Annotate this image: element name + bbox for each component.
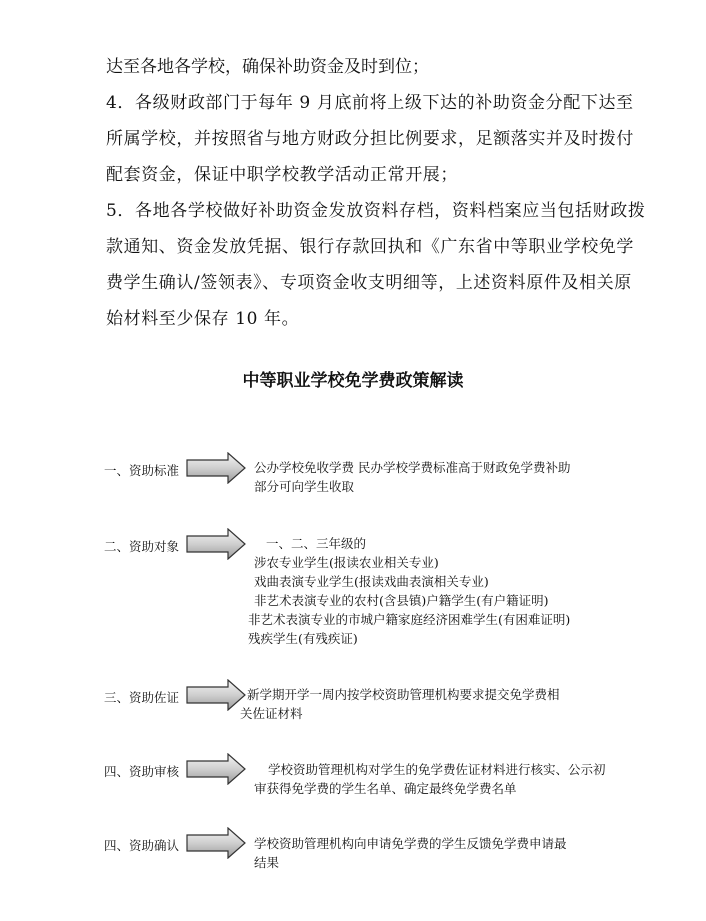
flow-label-target: 二、资助对象	[104, 539, 180, 554]
flow-line: 结果	[254, 855, 280, 870]
paragraph-line: 所属学校，并按照省与地方财政分担比例要求，足额落实并及时拨付	[106, 129, 634, 149]
flow-label-confirm: 四、资助确认	[104, 838, 180, 853]
flow-line: 部分可向学生收取	[254, 479, 355, 494]
paragraph-line: 配套资金，保证中职学校教学活动正常开展；	[106, 165, 458, 185]
paragraph-line: 4．各级财政部门于每年 9 月底前将上级下达的补助资金分配下达至	[106, 93, 634, 113]
right-arrow-icon	[186, 827, 246, 859]
flow-label-review: 四、资助审核	[104, 764, 180, 779]
flow-line: 审获得免学费的学生名单、确定最终免学费名单	[254, 781, 517, 796]
flow-text-evidence	[240, 685, 560, 723]
paragraph-4	[106, 85, 634, 193]
right-arrow-icon	[186, 753, 246, 785]
flow-text-standard	[254, 458, 570, 496]
flow-line: 公办学校免收学费 民办学校学费标准高于财政免学费补助	[254, 460, 571, 475]
flow-text-target	[248, 534, 570, 648]
flow-text-confirm	[254, 834, 567, 872]
flow-line: 一、二、三年级的	[266, 536, 367, 551]
flow-line: 非艺术表演专业的农村(含县镇)户籍学生(有户籍证明)	[254, 593, 549, 608]
paragraph-1	[106, 49, 626, 85]
flow-label-evidence: 三、资助佐证	[104, 690, 180, 705]
flow-text-review	[254, 760, 606, 798]
flow-line: 非艺术表演专业的市城户籍家庭经济困难学生(有困难证明)	[248, 612, 571, 627]
right-arrow-icon	[186, 452, 246, 484]
flow-line: 新学期开学一周内按学校资助管理机构要求提交免学费相	[247, 687, 560, 702]
section-title: 中等职业学校免学费政策解读	[242, 371, 464, 391]
flow-label-standard: 一、资助标准	[104, 463, 180, 478]
paragraph-line: 始材料至少保存 10 年。	[106, 309, 300, 329]
paragraph-line: 5．各地各学校做好补助资金发放资料存档，资料档案应当包括财政拨	[106, 201, 646, 221]
flow-line: 涉农专业学生(报读农业相关专业)	[254, 555, 439, 570]
right-arrow-icon	[186, 528, 246, 560]
right-arrow-icon	[186, 679, 246, 711]
flow-line: 残疾学生(有残疾证)	[248, 631, 358, 646]
flow-line: 学校资助管理机构向申请免学费的学生反馈免学费申请最	[254, 836, 567, 851]
flow-line: 戏曲表演专业学生(报读戏曲表演相关专业)	[254, 574, 489, 589]
flow-line: 学校资助管理机构对学生的免学费佐证材料进行核实、公示初	[268, 762, 606, 777]
paragraph-line: 达至各地各学校，确保补助资金及时到位；	[106, 57, 429, 77]
paragraph-line: 费学生确认/签领表》、专项资金收支明细等，上述资料原件及相关原	[106, 273, 632, 293]
paragraph-5	[106, 193, 646, 337]
flow-line: 关佐证材料	[240, 706, 303, 721]
paragraph-line: 款通知、资金发放凭据、银行存款回执和《广东省中等职业学校免学	[106, 237, 634, 257]
